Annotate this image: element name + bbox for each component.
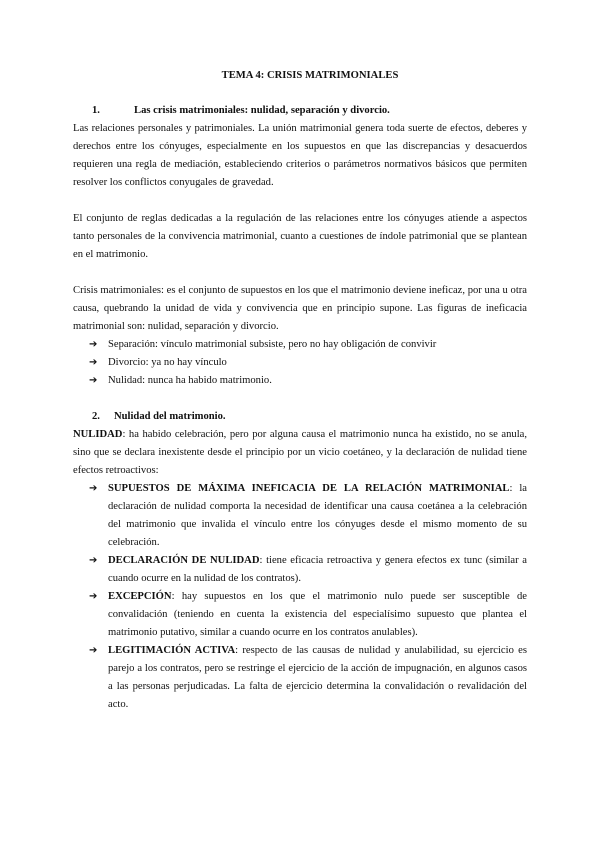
arrow-right-icon: ➔ bbox=[89, 375, 98, 386]
list-item: ➔ Divorcio: ya no hay vínculo bbox=[73, 354, 527, 372]
arrow-right-icon: ➔ bbox=[89, 483, 98, 494]
arrow-right-icon: ➔ bbox=[89, 357, 98, 368]
paragraph: El conjunto de reglas dedicadas a la regulación de las relaciones entre los cónyuges atiende a aspectos tanto personales de la convivencia matrimonial, cuanto a cuestiones de índole patrimonial que se plantean en el matrimonio. bbox=[73, 213, 527, 260]
arrow-right-icon: ➔ bbox=[89, 591, 98, 602]
list-item: ➔ Nulidad: nunca ha habido matrimonio. bbox=[73, 372, 527, 390]
list-item: ➔ DECLARACIÓN DE NULIDAD: tiene eficacia retroactiva y genera efectos ex tunc (similar a cuando ocurre en la nulidad de los contratos). bbox=[73, 552, 527, 588]
list-item: ➔ Separación: vínculo matrimonial subsiste, pero no hay obligación de convivir bbox=[73, 336, 527, 354]
list-item: ➔ SUPUESTOS DE MÁXIMA INEFICACIA DE LA RELACIÓN MATRIMONIAL: la declaración de nulidad comporta la necesidad de identificar una causa coetánea a la celebración del matrimonio que invalida el vínculo entre los cónyuges desde el mismo momento de su celebración. bbox=[73, 480, 527, 552]
arrow-right-icon: ➔ bbox=[89, 339, 98, 350]
list-item: ➔ EXCEPCIÓN: hay supuestos en los que el matrimonio nulo puede ser susceptible de convalidación (teniendo en cuenta la existencia del especialísimo supuesto que plantea el matrimonio putativo, similar a cuando ocurre en los contratos anulables). bbox=[73, 588, 527, 642]
section-2-heading bbox=[73, 408, 527, 426]
nullity-list bbox=[73, 480, 527, 714]
section-1-title: Las crisis matrimoniales: nulidad, separación y divorcio. bbox=[134, 105, 390, 116]
section-1-heading bbox=[73, 102, 527, 120]
section-1-number: 1. bbox=[92, 105, 100, 116]
paragraph: NULIDAD: ha habido celebración, pero por alguna causa el matrimonio nunca ha existido, no se anula, sino que se declara inexistente desde el principio por un vicio coetáneo, y la declaración de nulidad tiene efectos retroactivos: bbox=[73, 429, 527, 476]
section-2-title: Nulidad del matrimonio. bbox=[114, 411, 226, 422]
section-2-number: 2. bbox=[92, 411, 100, 422]
nulidad-term: NULIDAD bbox=[73, 429, 123, 440]
ineffectiveness-list bbox=[73, 336, 527, 390]
arrow-right-icon: ➔ bbox=[89, 645, 98, 656]
document-page bbox=[73, 66, 527, 714]
document-title: TEMA 4: CRISIS MATRIMONIALES bbox=[221, 70, 399, 81]
paragraph: Crisis matrimoniales: es el conjunto de supuestos en los que el matrimonio deviene ineficaz, por una u otra causa, quebrando la unidad de vida y convivencia que en principio supone. Las figuras de ineficacia matrimonial son: nulidad, separación y divorcio. bbox=[73, 285, 527, 332]
arrow-right-icon: ➔ bbox=[89, 555, 98, 566]
list-item: ➔ LEGITIMACIÓN ACTIVA: respecto de las causas de nulidad y anulabilidad, su ejercicio es parejo a los contratos, pero se restringe el ejercicio de la acción de impugnación, en algunos casos a las personas perjudicadas. La falta de ejercicio determina la convalidación o revalidación del acto. bbox=[73, 642, 527, 714]
paragraph: Las relaciones personales y patrimoniales. La unión matrimonial genera toda suerte de efectos, deberes y derechos entre los cónyuges, especialmente en los supuestos en que las discrepancias y desacuerdos requieren una regla de mediación, estableciendo criterios o parámetros normativos básicos que permiten resolver los conflictos conyugales de gravedad. bbox=[73, 123, 527, 188]
